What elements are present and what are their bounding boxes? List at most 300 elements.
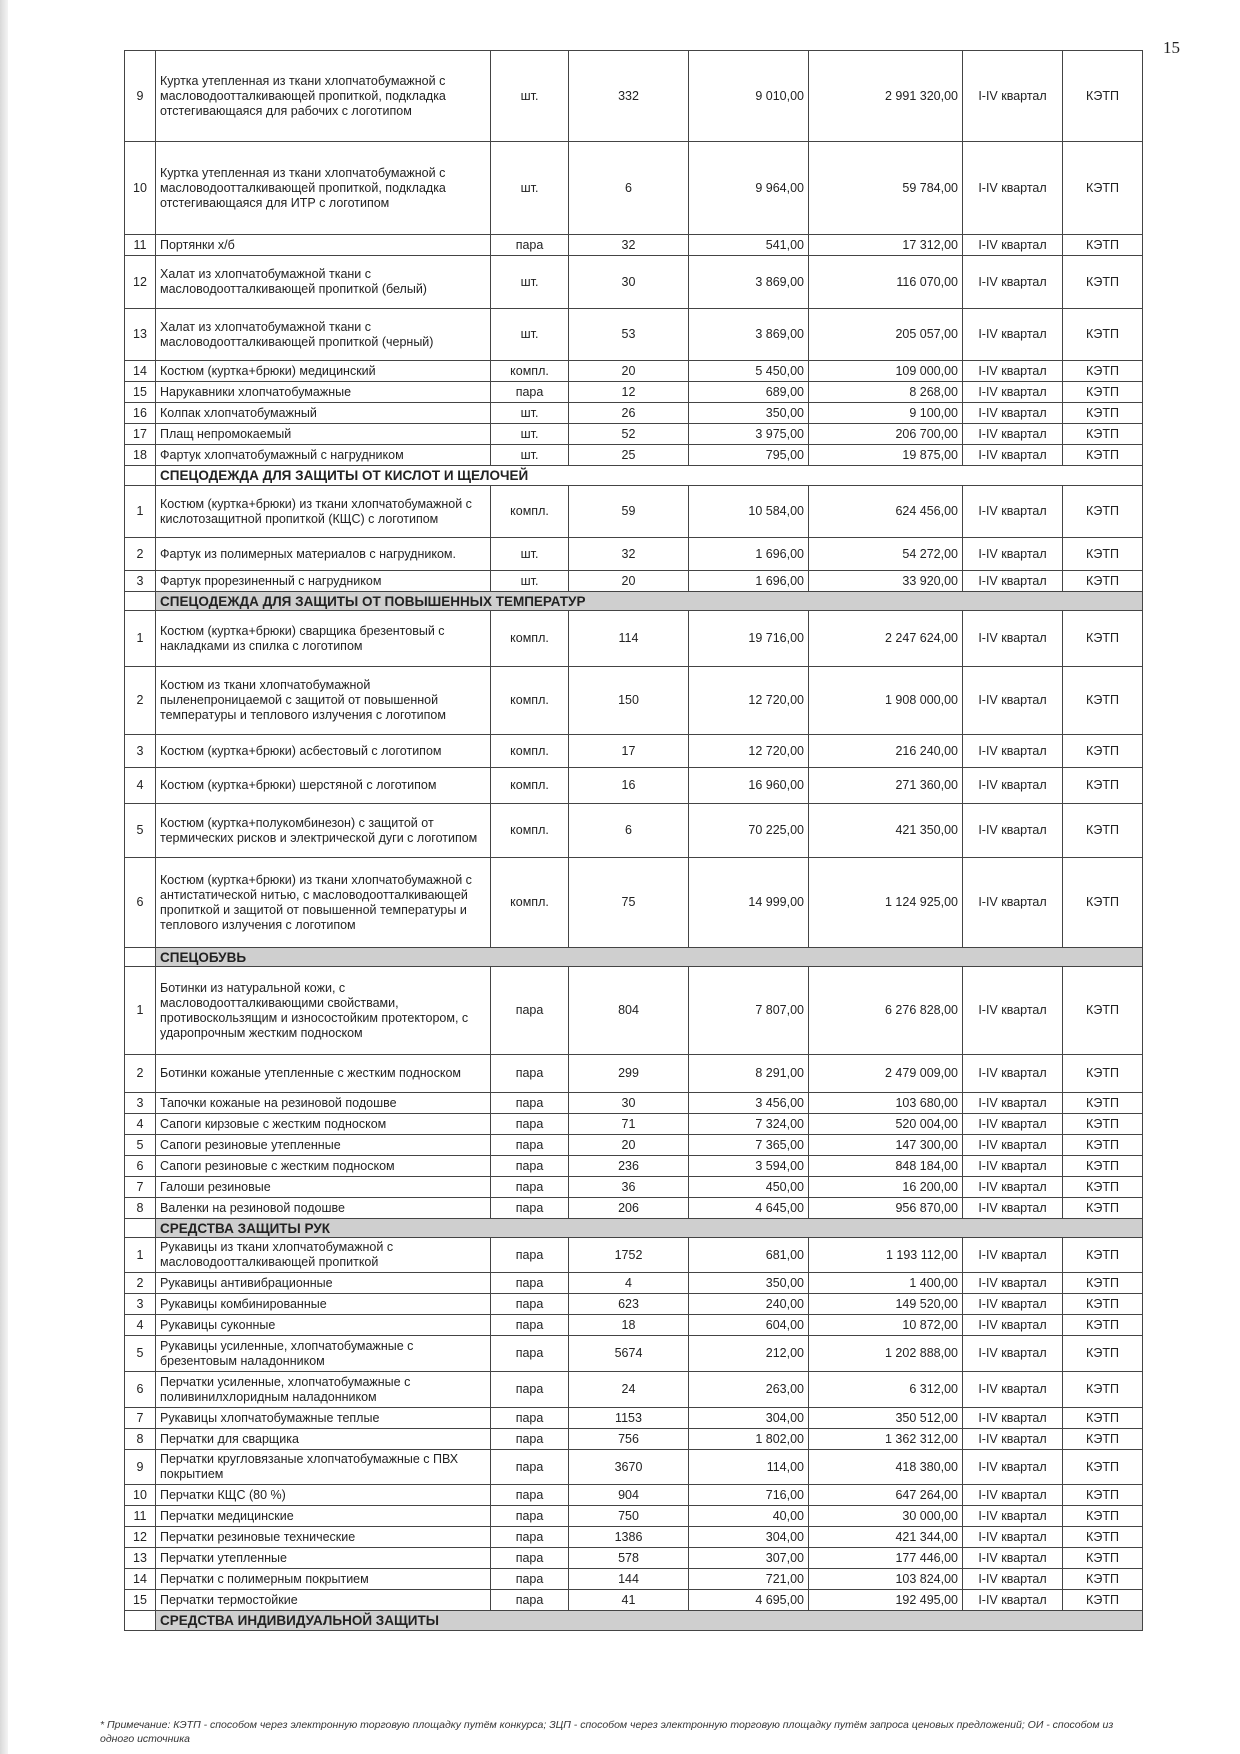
unit-cell: шт. <box>491 571 569 592</box>
quantity-cell: 32 <box>569 235 689 256</box>
row-number-cell: 3 <box>125 1093 156 1114</box>
section-header-row <box>125 466 1143 486</box>
section-header-row <box>125 592 1143 611</box>
unit-cell: пара <box>491 235 569 256</box>
delivery-period-cell: I-IV квартал <box>963 1055 1063 1093</box>
row-number-cell: 11 <box>125 1506 156 1527</box>
total-sum-cell: 116 070,00 <box>809 256 963 309</box>
total-sum-cell: 16 200,00 <box>809 1177 963 1198</box>
delivery-period-cell: I-IV квартал <box>963 735 1063 768</box>
delivery-period-cell: I-IV квартал <box>963 1273 1063 1294</box>
total-sum-cell: 205 057,00 <box>809 309 963 361</box>
table-row <box>125 1198 1143 1219</box>
section-header-row <box>125 1219 1143 1238</box>
procurement-method-cell: КЭТП <box>1063 256 1143 309</box>
unit-price-cell: 12 720,00 <box>689 667 809 735</box>
table-row <box>125 1135 1143 1156</box>
row-number-cell: 8 <box>125 1429 156 1450</box>
row-number-cell: 10 <box>125 142 156 235</box>
table-row <box>125 424 1143 445</box>
total-sum-cell: 1 362 312,00 <box>809 1429 963 1450</box>
unit-cell: шт. <box>491 424 569 445</box>
quantity-cell: 20 <box>569 1135 689 1156</box>
delivery-period-cell: I-IV квартал <box>963 1135 1063 1156</box>
procurement-method-cell: КЭТП <box>1063 611 1143 667</box>
quantity-cell: 114 <box>569 611 689 667</box>
procurement-method-cell: КЭТП <box>1063 403 1143 424</box>
row-number-cell: 12 <box>125 256 156 309</box>
quantity-cell: 299 <box>569 1055 689 1093</box>
quantity-cell: 236 <box>569 1156 689 1177</box>
delivery-period-cell: I-IV квартал <box>963 142 1063 235</box>
delivery-period-cell: I-IV квартал <box>963 445 1063 466</box>
quantity-cell: 20 <box>569 571 689 592</box>
procurement-method-cell: КЭТП <box>1063 1198 1143 1219</box>
quantity-cell: 41 <box>569 1590 689 1611</box>
item-name-cell: Куртка утепленная из ткани хлопчатобумажной с масловодоотталкивающей пропиткой, подкладка отстегивающаяся для рабочих с логотипом <box>156 51 491 142</box>
item-name-cell: Рукавицы суконные <box>156 1315 491 1336</box>
procurement-method-cell: КЭТП <box>1063 486 1143 538</box>
row-number-cell: 1 <box>125 967 156 1055</box>
item-name-cell: Куртка утепленная из ткани хлопчатобумажной с масловодоотталкивающей пропиткой, подкладка отстегивающаяся для ИТР с логотипом <box>156 142 491 235</box>
unit-price-cell: 4 645,00 <box>689 1198 809 1219</box>
table-row <box>125 1273 1143 1294</box>
total-sum-cell: 848 184,00 <box>809 1156 963 1177</box>
table-row <box>125 1569 1143 1590</box>
row-number-cell: 2 <box>125 667 156 735</box>
item-name-cell: Фартук прорезиненный с нагрудником <box>156 571 491 592</box>
delivery-period-cell: I-IV квартал <box>963 858 1063 948</box>
procurement-method-cell: КЭТП <box>1063 1506 1143 1527</box>
unit-cell: компл. <box>491 486 569 538</box>
delivery-period-cell: I-IV квартал <box>963 424 1063 445</box>
unit-cell: пара <box>491 1114 569 1135</box>
table-row <box>125 309 1143 361</box>
unit-price-cell: 304,00 <box>689 1527 809 1548</box>
total-sum-cell: 59 784,00 <box>809 142 963 235</box>
unit-cell: пара <box>491 1273 569 1294</box>
table-row <box>125 1156 1143 1177</box>
total-sum-cell: 2 479 009,00 <box>809 1055 963 1093</box>
unit-cell: пара <box>491 1093 569 1114</box>
procurement-method-cell: КЭТП <box>1063 1569 1143 1590</box>
table-row <box>125 735 1143 768</box>
delivery-period-cell: I-IV квартал <box>963 1485 1063 1506</box>
total-sum-cell: 956 870,00 <box>809 1198 963 1219</box>
total-sum-cell: 147 300,00 <box>809 1135 963 1156</box>
unit-price-cell: 3 594,00 <box>689 1156 809 1177</box>
item-name-cell: Плащ непромокаемый <box>156 424 491 445</box>
unit-cell: шт. <box>491 51 569 142</box>
quantity-cell: 16 <box>569 768 689 804</box>
unit-cell: шт. <box>491 445 569 466</box>
table-row <box>125 1590 1143 1611</box>
procurement-method-cell: КЭТП <box>1063 1336 1143 1372</box>
row-number-cell: 5 <box>125 1336 156 1372</box>
table-row <box>125 768 1143 804</box>
total-sum-cell: 1 193 112,00 <box>809 1238 963 1273</box>
item-name-cell: Рукавицы усиленные, хлопчатобумажные с брезентовым наладонником <box>156 1336 491 1372</box>
quantity-cell: 332 <box>569 51 689 142</box>
unit-cell: шт. <box>491 142 569 235</box>
unit-cell: пара <box>491 1238 569 1273</box>
unit-cell: пара <box>491 1055 569 1093</box>
quantity-cell: 904 <box>569 1485 689 1506</box>
delivery-period-cell: I-IV квартал <box>963 51 1063 142</box>
unit-cell: пара <box>491 1548 569 1569</box>
unit-price-cell: 307,00 <box>689 1548 809 1569</box>
unit-price-cell: 716,00 <box>689 1485 809 1506</box>
unit-price-cell: 8 291,00 <box>689 1055 809 1093</box>
item-name-cell: Нарукавники хлопчатобумажные <box>156 382 491 403</box>
unit-cell: пара <box>491 1294 569 1315</box>
procurement-method-cell: КЭТП <box>1063 1372 1143 1408</box>
unit-cell: пара <box>491 1177 569 1198</box>
total-sum-cell: 624 456,00 <box>809 486 963 538</box>
total-sum-cell: 149 520,00 <box>809 1294 963 1315</box>
unit-price-cell: 721,00 <box>689 1569 809 1590</box>
total-sum-cell: 1 202 888,00 <box>809 1336 963 1372</box>
row-number-cell: 7 <box>125 1408 156 1429</box>
quantity-cell: 75 <box>569 858 689 948</box>
delivery-period-cell: I-IV квартал <box>963 1506 1063 1527</box>
item-name-cell: Костюм (куртка+брюки) сварщика брезентовый с накладками из спилка с логотипом <box>156 611 491 667</box>
unit-cell: пара <box>491 1135 569 1156</box>
row-number-cell: 14 <box>125 1569 156 1590</box>
delivery-period-cell: I-IV квартал <box>963 1177 1063 1198</box>
item-name-cell: Колпак хлопчатобумажный <box>156 403 491 424</box>
total-sum-cell: 33 920,00 <box>809 571 963 592</box>
procurement-method-cell: КЭТП <box>1063 1315 1143 1336</box>
item-name-cell: Рукавицы комбинированные <box>156 1294 491 1315</box>
procurement-method-cell: КЭТП <box>1063 1156 1143 1177</box>
delivery-period-cell: I-IV квартал <box>963 538 1063 571</box>
procurement-method-cell: КЭТП <box>1063 1590 1143 1611</box>
row-number-cell: 5 <box>125 1135 156 1156</box>
item-name-cell: Рукавицы хлопчатобумажные теплые <box>156 1408 491 1429</box>
table-row <box>125 1177 1143 1198</box>
delivery-period-cell: I-IV квартал <box>963 611 1063 667</box>
unit-cell: пара <box>491 1408 569 1429</box>
item-name-cell: Костюм из ткани хлопчатобумажной пыленепроницаемой с защитой от повышенной температуры и теплового излучения с логотипом <box>156 667 491 735</box>
section-blank-cell <box>125 948 156 967</box>
delivery-period-cell: I-IV квартал <box>963 235 1063 256</box>
table-row <box>125 1429 1143 1450</box>
row-number-cell: 4 <box>125 1114 156 1135</box>
section-blank-cell <box>125 592 156 611</box>
table-row <box>125 1408 1143 1429</box>
table-row <box>125 571 1143 592</box>
item-name-cell: Костюм (куртка+брюки) шерстяной с логотипом <box>156 768 491 804</box>
unit-cell: пара <box>491 1527 569 1548</box>
unit-price-cell: 7 324,00 <box>689 1114 809 1135</box>
table-row <box>125 486 1143 538</box>
quantity-cell: 804 <box>569 967 689 1055</box>
item-name-cell: Сапоги резиновые с жестким подноском <box>156 1156 491 1177</box>
total-sum-cell: 30 000,00 <box>809 1506 963 1527</box>
quantity-cell: 3670 <box>569 1450 689 1485</box>
row-number-cell: 2 <box>125 538 156 571</box>
delivery-period-cell: I-IV квартал <box>963 1238 1063 1273</box>
delivery-period-cell: I-IV квартал <box>963 667 1063 735</box>
section-header-row <box>125 1611 1143 1631</box>
procurement-method-cell: КЭТП <box>1063 1485 1143 1506</box>
unit-cell: пара <box>491 382 569 403</box>
item-name-cell: Перчатки резиновые технические <box>156 1527 491 1548</box>
unit-cell: пара <box>491 1569 569 1590</box>
unit-price-cell: 541,00 <box>689 235 809 256</box>
procurement-method-cell: КЭТП <box>1063 1135 1143 1156</box>
quantity-cell: 756 <box>569 1429 689 1450</box>
table-row <box>125 1055 1143 1093</box>
footnote: * Примечание: КЭТП - способом через электронную торговую площадку путём конкурса; ЗЦП - способом через электронную торговую площадку путём запроса ценовых предложений; ОИ - способом из одного источника <box>100 1719 1114 1745</box>
delivery-period-cell: I-IV квартал <box>963 1156 1063 1177</box>
unit-cell: пара <box>491 1590 569 1611</box>
row-number-cell: 2 <box>125 1055 156 1093</box>
row-number-cell: 1 <box>125 611 156 667</box>
unit-price-cell: 40,00 <box>689 1506 809 1527</box>
procurement-method-cell: КЭТП <box>1063 1429 1143 1450</box>
delivery-period-cell: I-IV квартал <box>963 804 1063 858</box>
total-sum-cell: 109 000,00 <box>809 361 963 382</box>
unit-cell: компл. <box>491 858 569 948</box>
row-number-cell: 6 <box>125 858 156 948</box>
row-number-cell: 16 <box>125 403 156 424</box>
row-number-cell: 18 <box>125 445 156 466</box>
quantity-cell: 53 <box>569 309 689 361</box>
delivery-period-cell: I-IV квартал <box>963 1590 1063 1611</box>
item-name-cell: Перчатки усиленные, хлопчатобумажные с поливинилхлоридным наладонником <box>156 1372 491 1408</box>
quantity-cell: 26 <box>569 403 689 424</box>
total-sum-cell: 271 360,00 <box>809 768 963 804</box>
row-number-cell: 4 <box>125 768 156 804</box>
item-name-cell: Халат из хлопчатобумажной ткани с масловодоотталкивающей пропиткой (черный) <box>156 309 491 361</box>
table-row <box>125 1114 1143 1135</box>
unit-cell: компл. <box>491 735 569 768</box>
total-sum-cell: 17 312,00 <box>809 235 963 256</box>
delivery-period-cell: I-IV квартал <box>963 1527 1063 1548</box>
quantity-cell: 30 <box>569 1093 689 1114</box>
item-name-cell: Перчатки с полимерным покрытием <box>156 1569 491 1590</box>
unit-price-cell: 9 010,00 <box>689 51 809 142</box>
quantity-cell: 5674 <box>569 1336 689 1372</box>
item-name-cell: Перчатки утепленные <box>156 1548 491 1569</box>
procurement-method-cell: КЭТП <box>1063 361 1143 382</box>
total-sum-cell: 192 495,00 <box>809 1590 963 1611</box>
item-name-cell: Фартук хлопчатобумажный с нагрудником <box>156 445 491 466</box>
total-sum-cell: 1 400,00 <box>809 1273 963 1294</box>
table-row <box>125 1506 1143 1527</box>
item-name-cell: Сапоги кирзовые с жестким подноском <box>156 1114 491 1135</box>
total-sum-cell: 6 312,00 <box>809 1372 963 1408</box>
item-name-cell: Перчатки КЩС (80 %) <box>156 1485 491 1506</box>
table-row <box>125 142 1143 235</box>
row-number-cell: 10 <box>125 1485 156 1506</box>
row-number-cell: 11 <box>125 235 156 256</box>
procurement-method-cell: КЭТП <box>1063 445 1143 466</box>
unit-cell: компл. <box>491 667 569 735</box>
delivery-period-cell: I-IV квартал <box>963 1429 1063 1450</box>
unit-price-cell: 681,00 <box>689 1238 809 1273</box>
unit-price-cell: 3 869,00 <box>689 309 809 361</box>
item-name-cell: Костюм (куртка+полукомбинезон) с защитой от термических рисков и электрической дуги с логотипом <box>156 804 491 858</box>
quantity-cell: 750 <box>569 1506 689 1527</box>
unit-cell: компл. <box>491 804 569 858</box>
table-row <box>125 667 1143 735</box>
row-number-cell: 13 <box>125 1548 156 1569</box>
unit-price-cell: 70 225,00 <box>689 804 809 858</box>
unit-price-cell: 350,00 <box>689 403 809 424</box>
delivery-period-cell: I-IV квартал <box>963 1450 1063 1485</box>
unit-price-cell: 350,00 <box>689 1273 809 1294</box>
table-body <box>125 51 1143 1631</box>
item-name-cell: Ботинки кожаные утепленные с жестким подноском <box>156 1055 491 1093</box>
unit-price-cell: 304,00 <box>689 1408 809 1429</box>
row-number-cell: 3 <box>125 735 156 768</box>
row-number-cell: 12 <box>125 1527 156 1548</box>
procurement-method-cell: КЭТП <box>1063 1450 1143 1485</box>
total-sum-cell: 520 004,00 <box>809 1114 963 1135</box>
quantity-cell: 18 <box>569 1315 689 1336</box>
row-number-cell: 5 <box>125 804 156 858</box>
delivery-period-cell: I-IV квартал <box>963 1093 1063 1114</box>
unit-price-cell: 19 716,00 <box>689 611 809 667</box>
item-name-cell: Рукавицы из ткани хлопчатобумажной с масловодоотталкивающей пропиткой <box>156 1238 491 1273</box>
row-number-cell: 3 <box>125 1294 156 1315</box>
quantity-cell: 623 <box>569 1294 689 1315</box>
total-sum-cell: 1 908 000,00 <box>809 667 963 735</box>
procurement-method-cell: КЭТП <box>1063 1527 1143 1548</box>
section-title: СРЕДСТВА ЗАЩИТЫ РУК <box>156 1219 1143 1238</box>
total-sum-cell: 103 824,00 <box>809 1569 963 1590</box>
total-sum-cell: 9 100,00 <box>809 403 963 424</box>
procurement-method-cell: КЭТП <box>1063 142 1143 235</box>
section-title: СПЕЦОДЕЖДА ДЛЯ ЗАЩИТЫ ОТ КИСЛОТ И ЩЕЛОЧЕЙ <box>156 466 1143 486</box>
delivery-period-cell: I-IV квартал <box>963 1408 1063 1429</box>
delivery-period-cell: I-IV квартал <box>963 403 1063 424</box>
quantity-cell: 1752 <box>569 1238 689 1273</box>
unit-price-cell: 1 802,00 <box>689 1429 809 1450</box>
unit-cell: шт. <box>491 403 569 424</box>
unit-cell: пара <box>491 1156 569 1177</box>
unit-cell: пара <box>491 1336 569 1372</box>
unit-price-cell: 263,00 <box>689 1372 809 1408</box>
delivery-period-cell: I-IV квартал <box>963 1569 1063 1590</box>
item-name-cell: Перчатки для сварщика <box>156 1429 491 1450</box>
quantity-cell: 17 <box>569 735 689 768</box>
procurement-method-cell: КЭТП <box>1063 1177 1143 1198</box>
row-number-cell: 9 <box>125 1450 156 1485</box>
delivery-period-cell: I-IV квартал <box>963 256 1063 309</box>
unit-price-cell: 16 960,00 <box>689 768 809 804</box>
section-blank-cell <box>125 1611 156 1631</box>
quantity-cell: 32 <box>569 538 689 571</box>
quantity-cell: 6 <box>569 804 689 858</box>
procurement-method-cell: КЭТП <box>1063 1294 1143 1315</box>
total-sum-cell: 647 264,00 <box>809 1485 963 1506</box>
delivery-period-cell: I-IV квартал <box>963 1336 1063 1372</box>
unit-price-cell: 3 456,00 <box>689 1093 809 1114</box>
procurement-method-cell: КЭТП <box>1063 858 1143 948</box>
table-row <box>125 858 1143 948</box>
quantity-cell: 30 <box>569 256 689 309</box>
section-title: СПЕЦОБУВЬ <box>156 948 1143 967</box>
total-sum-cell: 206 700,00 <box>809 424 963 445</box>
delivery-period-cell: I-IV квартал <box>963 361 1063 382</box>
unit-cell: пара <box>491 1450 569 1485</box>
procurement-method-cell: КЭТП <box>1063 1408 1143 1429</box>
unit-price-cell: 604,00 <box>689 1315 809 1336</box>
total-sum-cell: 6 276 828,00 <box>809 967 963 1055</box>
table-row <box>125 1372 1143 1408</box>
total-sum-cell: 177 446,00 <box>809 1548 963 1569</box>
procurement-method-cell: КЭТП <box>1063 967 1143 1055</box>
item-name-cell: Костюм (куртка+брюки) медицинский <box>156 361 491 382</box>
row-number-cell: 6 <box>125 1372 156 1408</box>
procurement-method-cell: КЭТП <box>1063 768 1143 804</box>
quantity-cell: 24 <box>569 1372 689 1408</box>
table-row <box>125 382 1143 403</box>
unit-cell: компл. <box>491 768 569 804</box>
procurement-method-cell: КЭТП <box>1063 1114 1143 1135</box>
table-row <box>125 51 1143 142</box>
procurement-method-cell: КЭТП <box>1063 735 1143 768</box>
table-row <box>125 361 1143 382</box>
unit-cell: шт. <box>491 538 569 571</box>
unit-price-cell: 3 975,00 <box>689 424 809 445</box>
section-blank-cell <box>125 466 156 486</box>
unit-price-cell: 5 450,00 <box>689 361 809 382</box>
table-row <box>125 538 1143 571</box>
table-row <box>125 403 1143 424</box>
row-number-cell: 8 <box>125 1198 156 1219</box>
total-sum-cell: 421 350,00 <box>809 804 963 858</box>
quantity-cell: 71 <box>569 1114 689 1135</box>
procurement-method-cell: КЭТП <box>1063 1548 1143 1569</box>
row-number-cell: 15 <box>125 382 156 403</box>
quantity-cell: 206 <box>569 1198 689 1219</box>
delivery-period-cell: I-IV квартал <box>963 967 1063 1055</box>
table-row <box>125 1548 1143 1569</box>
item-name-cell: Ботинки из натуральной кожи, с масловодоотталкивающими свойствами, противоскользящим и износостойким протектором, с ударопрочным жестким подноском <box>156 967 491 1055</box>
procurement-method-cell: КЭТП <box>1063 1055 1143 1093</box>
table-row <box>125 611 1143 667</box>
section-title: СРЕДСТВА ИНДИВИДУАЛЬНОЙ ЗАЩИТЫ <box>156 1611 1143 1631</box>
procurement-method-cell: КЭТП <box>1063 571 1143 592</box>
quantity-cell: 52 <box>569 424 689 445</box>
unit-cell: компл. <box>491 361 569 382</box>
quantity-cell: 6 <box>569 142 689 235</box>
table-row <box>125 256 1143 309</box>
unit-price-cell: 114,00 <box>689 1450 809 1485</box>
total-sum-cell: 350 512,00 <box>809 1408 963 1429</box>
procurement-method-cell: КЭТП <box>1063 51 1143 142</box>
unit-price-cell: 689,00 <box>689 382 809 403</box>
total-sum-cell: 1 124 925,00 <box>809 858 963 948</box>
procurement-method-cell: КЭТП <box>1063 1238 1143 1273</box>
total-sum-cell: 8 268,00 <box>809 382 963 403</box>
unit-cell: пара <box>491 1429 569 1450</box>
procurement-method-cell: КЭТП <box>1063 424 1143 445</box>
section-header-row <box>125 948 1143 967</box>
delivery-period-cell: I-IV квартал <box>963 768 1063 804</box>
unit-cell: пара <box>491 1372 569 1408</box>
item-name-cell: Костюм (куртка+брюки) из ткани хлопчатобумажной с кислотозащитной пропиткой (КЩС) с логотипом <box>156 486 491 538</box>
item-name-cell: Перчатки кругловязаные хлопчатобумажные с ПВХ покрытием <box>156 1450 491 1485</box>
delivery-period-cell: I-IV квартал <box>963 1294 1063 1315</box>
row-number-cell: 14 <box>125 361 156 382</box>
unit-cell: пара <box>491 1485 569 1506</box>
